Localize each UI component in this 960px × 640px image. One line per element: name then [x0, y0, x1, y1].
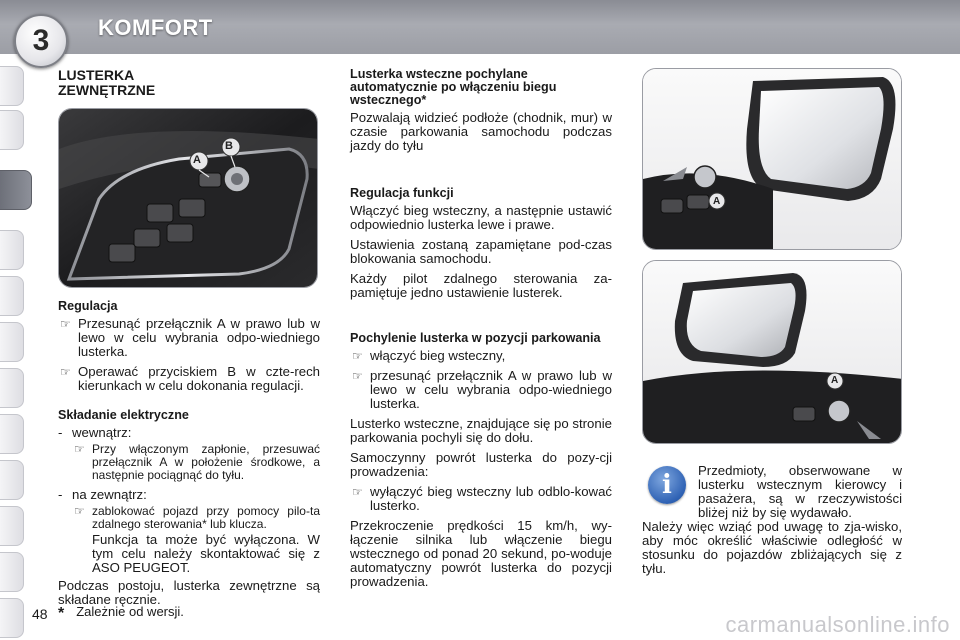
side-tab-10[interactable] [0, 506, 24, 546]
left-column-text [58, 300, 320, 613]
regulacja-funkcji-heading: Regulacja funkcji [350, 186, 454, 200]
regulacja-funkcji-p3: Każdy pilot zdalnego sterowania za-pamiętuje jedno ustawienie lusterek. [350, 271, 612, 300]
side-tab-7[interactable] [0, 368, 24, 408]
auto-text: Pozwalają widzieć podłoże (chodnik, mur) w czasie parkowania samochodu podczas jazdy do tyłu [350, 110, 612, 153]
regulacja-item-2: ☞ Operawać przyciskiem B w czte-rech kierunkach w celu dokonania regulacji. [60, 364, 320, 393]
pointing-hand-icon: ☞ [74, 442, 85, 456]
section-title-line1: LUSTERKA [58, 67, 135, 83]
label-a: A [193, 154, 201, 166]
pochylenie-bullet-3: ☞ wyłączyć bieg wsteczny lub odblo-kować lusterko. [352, 484, 612, 513]
side-tab-2[interactable] [0, 110, 24, 150]
pointing-hand-icon: ☞ [60, 317, 71, 331]
watermark: carmanualsonline.info [725, 612, 950, 637]
regulacja-heading: Regulacja [58, 299, 118, 313]
side-tab-1[interactable] [0, 66, 24, 106]
label-b: B [225, 140, 233, 152]
side-tab-5[interactable] [0, 276, 24, 316]
parking-note: Podczas postoju, lusterka zewnętrzne są składane ręcznie. [58, 578, 320, 607]
outside-label: - na zewnątrz: [58, 487, 147, 502]
pochylenie-bullet-2: ☞ przesunąć przełącznik A w prawo lub w lewo w celu wybrania odpo-wiedniego lusterka. [352, 368, 612, 411]
pointing-hand-icon: ☞ [74, 504, 85, 518]
side-tab-6[interactable] [0, 322, 24, 362]
chapter-header [0, 0, 960, 57]
pointing-hand-icon: ☞ [352, 485, 363, 499]
label-a: A [831, 375, 839, 386]
side-tab-4[interactable] [0, 230, 24, 270]
left-column [58, 68, 320, 98]
skladanie-heading: Składanie elektryczne [58, 408, 189, 422]
regulacja-funkcji-p1: Włączyć bieg wsteczny, a następnie ustawić odpowiednio lusterka lewe i prawe. [350, 203, 612, 232]
section-title [58, 68, 320, 98]
pochylenie-p3: Przekroczenie prędkości 15 km/h, wy-łączenie silnika lub włączenie biegu wstecznego od ponad 20 sekund, po-woduje automatyczny powrót lusterka do pozycji prowadzenia. [350, 518, 612, 589]
inside-bullet: ☞ Przy włączonym zapłonie, przesuwać przełącznik A w położenie środkowe, a następnie pociągnąć do tyłu. [74, 442, 320, 482]
middle-column [350, 68, 612, 595]
chapter-number: 3 [32, 24, 50, 57]
pochylenie-bullet-1: ☞ włączyć bieg wsteczny, [352, 348, 506, 363]
door-switch-photo [58, 108, 318, 288]
side-tab-active[interactable] [0, 170, 32, 210]
info-icon: i [648, 466, 686, 504]
pointing-hand-icon: ☞ [352, 349, 363, 363]
label-a: A [713, 196, 721, 207]
info-text-top: Przedmioty, obserwowane w lusterku wstecznym kierowcy i pasażera, są w rzeczywistości bliżej niż by się wydawało. [698, 463, 902, 520]
chapter-title: KOMFORT [98, 15, 213, 40]
pochylenie-p2: Samoczynny powrót lusterka do pozy-cji prowadzenia: [350, 450, 612, 479]
side-tab-9[interactable] [0, 460, 24, 500]
footnote-text: Zależnie od wersji. [76, 604, 184, 619]
pochylenie-heading: Pochylenie lusterka w pozycji parkowania [350, 331, 601, 345]
inside-label: - wewnątrz: [58, 425, 132, 440]
info-text-bottom: Należy więc wziąć pod uwagę to zja-wisko, aby móc określić właściwie odległość w stosunku do pojazdów zbliżających się z tyłu. [642, 519, 902, 576]
side-tab-8[interactable] [0, 414, 24, 454]
mirror-photo-top [642, 68, 902, 250]
page-number: 48 [32, 606, 48, 622]
pochylenie-p1: Lusterko wsteczne, znajdujące się po stronie parkowania pochyli się do dołu. [350, 416, 612, 445]
footnote-star: * [58, 605, 65, 622]
side-tab-12[interactable] [0, 598, 24, 638]
mirror-photo-bottom [642, 260, 902, 444]
footnote [58, 604, 184, 623]
outside-bullet: ☞ zablokować pojazd przy pomocy pilo-ta zdalnego sterowania* lub klucza. [74, 504, 320, 531]
pointing-hand-icon: ☞ [352, 369, 363, 383]
side-tab-11[interactable] [0, 552, 24, 592]
chapter-number-badge [14, 14, 68, 68]
regulacja-item-1: ☞ Przesunąć przełącznik A w prawo lub w lewo w celu wybrania odpo-wiedniego lusterka. [60, 316, 320, 359]
pointing-hand-icon: ☞ [60, 365, 71, 379]
auto-heading: Lusterka wsteczne pochylane automatycznie po włączeniu biegu wstecznego* [350, 67, 557, 107]
regulacja-funkcji-p2: Ustawienia zostaną zapamiętane pod-czas blokowania samochodu. [350, 237, 612, 266]
function-note: Funkcja ta może być wyłączona. W tym celu należy skontaktować się z ASO PEUGEOT. [92, 532, 320, 575]
section-title-line2: ZEWNĘTRZNE [58, 82, 156, 98]
